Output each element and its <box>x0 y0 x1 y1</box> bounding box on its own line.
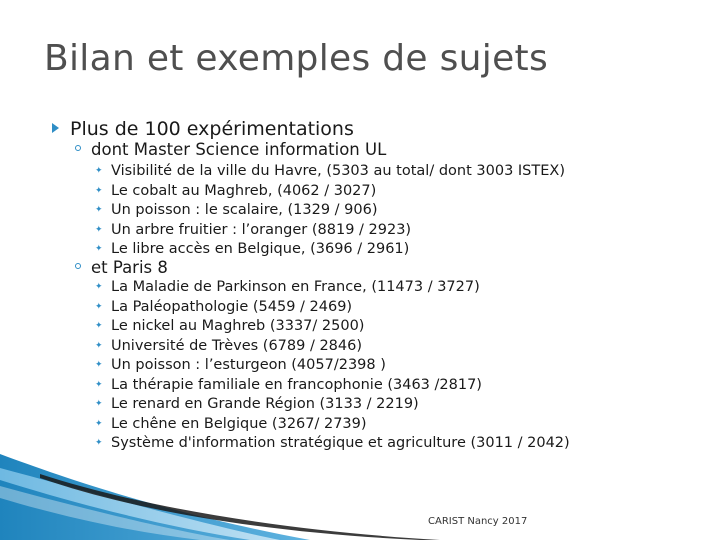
slide-title: Bilan et exemples de sujets <box>44 38 548 79</box>
star-bullet-icon: ✦ <box>95 185 103 196</box>
list-item-text: La Paléopathologie (5459 / 2469) <box>111 298 353 315</box>
list-item <box>95 221 565 241</box>
star-bullet-icon: ✦ <box>95 340 103 351</box>
bullet-level1 <box>52 117 354 141</box>
star-bullet-icon: ✦ <box>95 418 103 429</box>
subheading-master-ul <box>75 140 386 160</box>
list-item-text: Le libre accès en Belgique, (3696 / 2961) <box>111 241 410 257</box>
list-item <box>95 337 570 357</box>
list-item <box>95 182 565 202</box>
list-item <box>95 376 570 396</box>
footer-text: CARIST Nancy 2017 <box>428 516 528 527</box>
list-item <box>95 201 565 221</box>
list-item-text: Le renard en Grande Région (3133 / 2219) <box>111 396 419 412</box>
list-item <box>95 298 570 318</box>
list-item-text: Système d'information stratégique et agriculture (3011 / 2042) <box>111 435 570 451</box>
list-item-text: Visibilité de la ville du Havre, (5303 au total/ dont 3003 ISTEX) <box>111 163 565 179</box>
subheading-master-ul-text: dont Master Science information UL <box>91 140 387 159</box>
star-bullet-icon: ✦ <box>95 166 103 176</box>
list-item <box>95 278 570 298</box>
list-item <box>95 240 565 260</box>
star-bullet-icon: ✦ <box>95 379 103 390</box>
list-item-text: Le chêne en Belgique (3267/ 2739) <box>111 415 367 432</box>
list-master-ul <box>95 162 565 260</box>
circle-bullet-icon <box>75 145 81 151</box>
subheading-paris8 <box>75 258 168 278</box>
list-item-text: Le nickel au Maghreb (3337/ 2500) <box>111 318 365 334</box>
list-item-text: Un poisson : le scalaire, (1329 / 906) <box>111 202 378 218</box>
star-bullet-icon: ✦ <box>95 360 103 370</box>
star-bullet-icon: ✦ <box>95 399 103 409</box>
list-item <box>95 162 565 182</box>
list-item <box>95 415 570 435</box>
wave-decoration <box>0 440 720 540</box>
list-paris8 <box>95 278 570 454</box>
list-item <box>95 356 570 376</box>
star-bullet-icon: ✦ <box>95 224 103 235</box>
star-bullet-icon: ✦ <box>95 205 103 215</box>
triangle-bullet-icon <box>52 123 59 133</box>
list-item-text: Un arbre fruitier : l’oranger (8819 / 2923) <box>111 221 412 238</box>
star-bullet-icon: ✦ <box>95 301 103 312</box>
list-item <box>95 434 570 454</box>
star-bullet-icon: ✦ <box>95 244 103 254</box>
list-item <box>95 395 570 415</box>
circle-bullet-icon <box>75 263 81 269</box>
bullet-level1-text: Plus de 100 expérimentations <box>70 118 354 140</box>
star-bullet-icon: ✦ <box>95 282 103 292</box>
star-bullet-icon: ✦ <box>95 321 103 331</box>
list-item-text: La Maladie de Parkinson en France, (11473 / 3727) <box>111 279 480 295</box>
subheading-paris8-text: et Paris 8 <box>91 258 168 277</box>
list-item-text: Université de Trèves (6789 / 2846) <box>111 337 363 354</box>
star-bullet-icon: ✦ <box>95 438 103 448</box>
list-item-text: Le cobalt au Maghreb, (4062 / 3027) <box>111 182 377 199</box>
list-item-text: Un poisson : l’esturgeon (4057/2398 ) <box>111 357 386 373</box>
list-item <box>95 317 570 337</box>
list-item-text: La thérapie familiale en francophonie (3463 /2817) <box>111 376 482 393</box>
